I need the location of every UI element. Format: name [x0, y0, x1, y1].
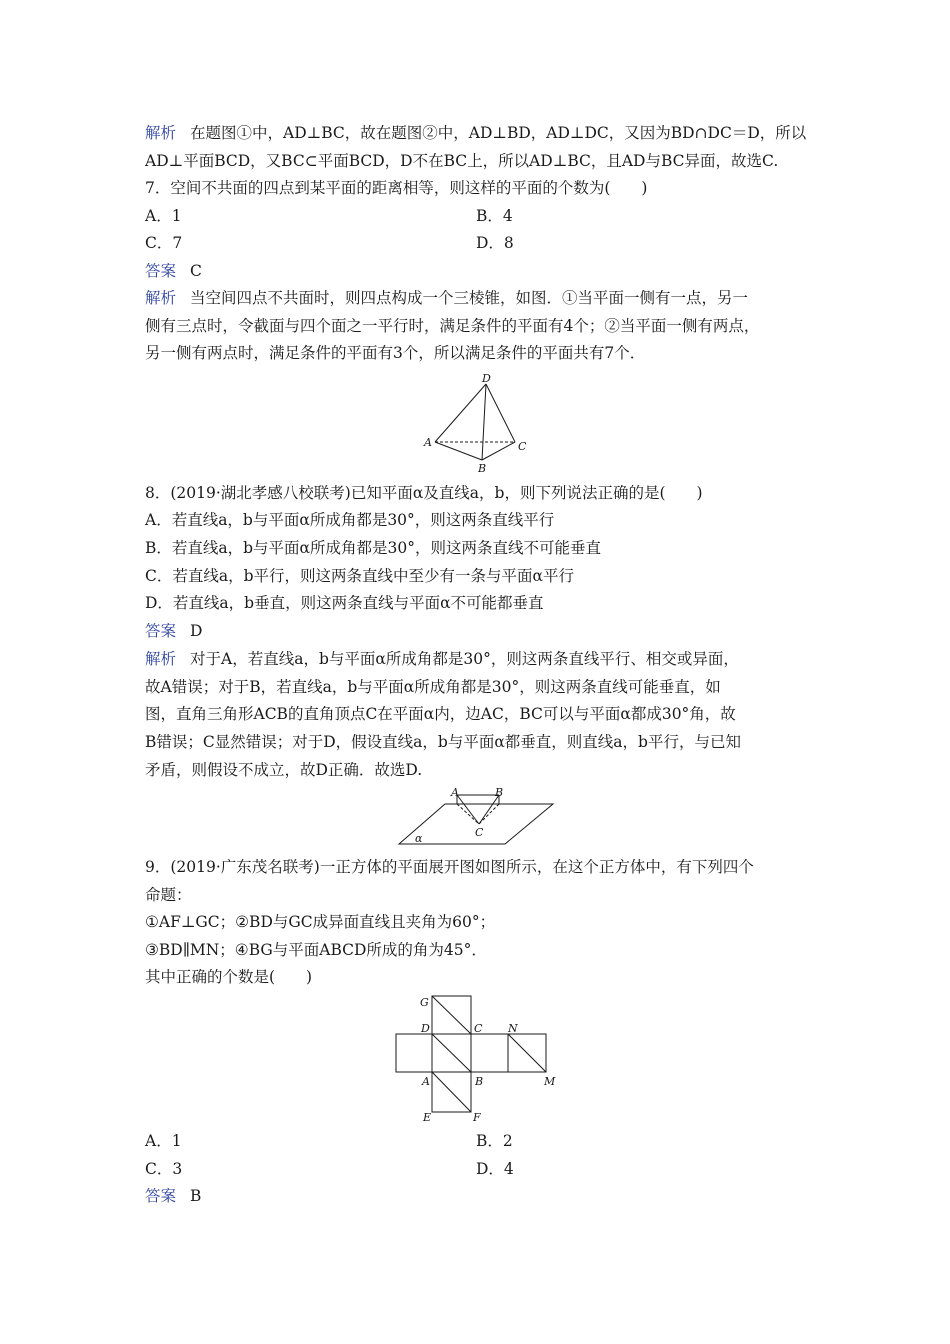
q8-option-d: D．若直线a，b垂直，则这两条直线与平面α不可能都垂直 [145, 594, 544, 612]
edge-bc [482, 442, 515, 460]
q7-answer: 答案 C [145, 262, 202, 280]
q9-option-b: B．2 [476, 1132, 513, 1150]
label-g: G [420, 996, 429, 1009]
analysis-tag: 解析 [145, 650, 177, 668]
prev-analysis-line-2: AD⊥平面BCD，又BC⊂平面BCD，D不在BC上，所以AD⊥BC，且AD与BC异面，故选C. [145, 152, 779, 170]
segment-ac [457, 795, 479, 824]
prev-analysis-line-1: 解析 在题图①中，AD⊥BC，故在题图②中，AD⊥BD，AD⊥DC，又因为BD∩DC＝D，所以 [145, 124, 807, 142]
label-n: N [508, 1022, 518, 1035]
q9-option-c: C．3 [145, 1160, 183, 1178]
label-b: B [475, 1075, 484, 1088]
q8-stem: 8．(2019·湖北孝感八校联考)已知平面α及直线a，b，则下列说法正确的是( ) [145, 484, 703, 502]
q8-option-c: C．若直线a，b平行，则这两条直线中至少有一条与平面α平行 [145, 567, 574, 585]
label-alpha: α [415, 832, 423, 845]
diagonal-af [432, 1072, 471, 1112]
q8-option-a: A．若直线a，b与平面α所成角都是30°，则这两条直线平行 [145, 511, 555, 529]
q9-propositions-1: ①AF⊥GC；②BD与GC成异面直线且夹角为60°； [145, 913, 496, 931]
q9-option-a: A．1 [145, 1132, 182, 1150]
face-left [396, 1034, 432, 1072]
answer-tag: 答案 [145, 622, 177, 640]
q7-stem: 7．空间不共面的四点到某平面的距离相等，则这样的平面的个数为( ) [145, 179, 648, 197]
q8-answer: 答案 D [145, 622, 203, 640]
q8-analysis-line-3: 图，直角三角形ACB的直角顶点C在平面α内，边AC，BC可以与平面α都成30°角，故 [145, 705, 736, 723]
label-a: A [451, 786, 459, 799]
label-f: F [473, 1111, 481, 1124]
q8-option-b: B．若直线a，b与平面α所成角都是30°，则这两条直线不可能垂直 [145, 539, 601, 557]
label-c: C [475, 826, 484, 839]
label-d: D [482, 372, 491, 385]
label-c: C [474, 1022, 483, 1035]
diagonal-nm [508, 1034, 546, 1072]
label-b: B [478, 462, 487, 475]
label-d: D [421, 1022, 430, 1035]
q7-option-d: D．8 [476, 234, 514, 252]
q7-analysis-line-1: 解析 当空间四点不共面时，则四点构成一个三棱锥，如图．①当平面一侧有一点，另一 [145, 289, 749, 307]
q8-analysis-line-4: B错误；C显然错误；对于D，假设直线a，b与平面α都垂直，则直线a，b平行，与已知 [145, 733, 741, 751]
label-e: E [423, 1111, 432, 1124]
q9-option-d: D．4 [476, 1160, 514, 1178]
edge-da [435, 384, 486, 442]
q7-analysis-line-2: 侧有三点时，令截面与四个面之一平行时，满足条件的平面有4个；②当平面一侧有两点， [145, 317, 760, 335]
q7-analysis-line-3: 另一侧有两点时，满足条件的平面有3个，所以满足条件的平面共有7个． [145, 344, 646, 362]
label-c: C [518, 440, 527, 453]
q7-option-c: C．7 [145, 234, 183, 252]
edge-ab [435, 442, 482, 460]
analysis-tag: 解析 [145, 289, 177, 307]
edge-db [482, 384, 486, 460]
q9-cube-net-figure [392, 994, 562, 1124]
q9-stem-line-2: 命题： [145, 886, 192, 904]
diagonal-db [432, 1034, 471, 1072]
analysis-tag: 解析 [145, 124, 177, 142]
proj-bc [479, 804, 499, 824]
q9-stem-line-1: 9．(2019·广东茂名联考)一正方体的平面展开图如图所示，在这个正方体中，有下列四个 [145, 858, 754, 876]
label-a: A [422, 1075, 430, 1088]
q8-analysis-line-5: 矛盾，则假设不成立，故D正确．故选D. [145, 761, 423, 779]
face-middle-right [471, 1034, 508, 1072]
q9-propositions-2: ③BD∥MN；④BG与平面ABCD所成的角为45°． [145, 941, 487, 959]
q7-option-b: B．4 [476, 207, 513, 225]
label-m: M [544, 1075, 556, 1088]
q8-plane-figure [395, 786, 555, 848]
answer-tag: 答案 [145, 262, 177, 280]
proj-ac [457, 804, 479, 824]
q9-answer: 答案 B [145, 1187, 202, 1205]
q7-tetrahedron-figure [420, 372, 535, 477]
q8-analysis-line-1: 解析 对于A，若直线a，b与平面α所成角都是30°，则这两条直线平行、相交或异面， [145, 650, 739, 668]
q9-stem-line-3: 其中正确的个数是( ) [145, 968, 313, 986]
q8-analysis-line-2: 故A错误；对于B，若直线a，b与平面α所成角都是30°，则这两条直线可能垂直，如 [145, 678, 721, 696]
segment-bc [479, 795, 499, 824]
label-a: A [424, 436, 432, 449]
edge-dc [486, 384, 515, 442]
label-b: B [495, 786, 504, 799]
q7-option-a: A．1 [145, 207, 182, 225]
answer-tag: 答案 [145, 1187, 177, 1205]
diagonal-gc [432, 996, 471, 1034]
